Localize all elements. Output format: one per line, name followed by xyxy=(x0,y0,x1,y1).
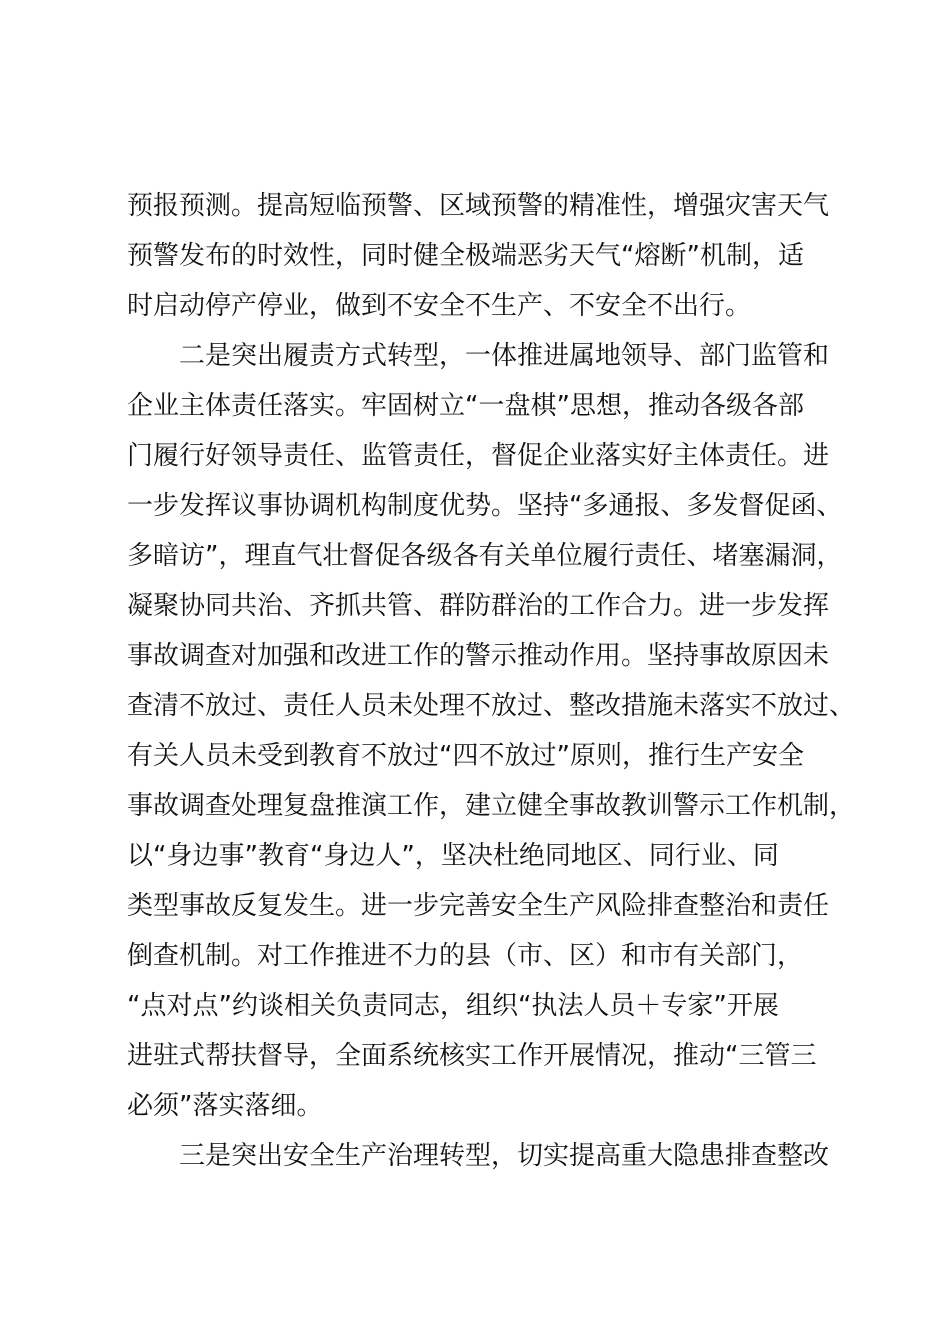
text-line: 事故调查处理复盘推演工作，建立健全事故教训警示工作机制， xyxy=(127,791,856,821)
text-line: 进驻式帮扶督导，全面系统核实工作开展情况，推动“三管三 xyxy=(127,1041,817,1071)
text-line: 以“身边事”教育“身边人”，坚决杜绝同地区、同行业、同 xyxy=(127,841,779,871)
text-line: 多暗访”，理直气壮督促各级各有关单位履行责任、堵塞漏洞， xyxy=(127,541,843,571)
text-line: 事故调查对加强和改进工作的警示推动作用。坚持事故原因未 xyxy=(127,641,830,671)
text-line: 类型事故反复发生。进一步完善安全生产风险排查整治和责任 xyxy=(127,891,830,921)
text-line: 时启动停产停业，做到不安全不生产、不安全不出行。 xyxy=(127,291,752,321)
text-line: 三是突出安全生产治理转型，切实提高重大隐患排查整改 xyxy=(127,1141,830,1171)
text-line: 倒查机制。对工作推进不力的县（市、区）和市有关部门， xyxy=(127,941,804,971)
text-line: 一步发挥议事协调机构制度优势。坚持“多通报、多发督促函、 xyxy=(127,491,843,521)
text-line: 查清不放过、责任人员未处理不放过、整改措施未落实不放过、 xyxy=(127,691,856,721)
text-line: 二是突出履责方式转型，一体推进属地领导、部门监管和 xyxy=(127,341,830,371)
text-line: 有关人员未受到教育不放过“四不放过”原则，推行生产安全 xyxy=(127,741,804,771)
text-line: “点对点”约谈相关负责同志，组织“执法人员＋专家”开展 xyxy=(127,991,779,1021)
text-line: 门履行好领导责任、监管责任，督促企业落实好主体责任。进 xyxy=(127,441,830,471)
text-line: 预报预测。提高短临预警、区域预警的精准性，增强灾害天气 xyxy=(127,191,830,221)
text-line: 企业主体责任落实。牢固树立“一盘棋”思想，推动各级各部 xyxy=(127,391,804,421)
text-line: 预警发布的时效性，同时健全极端恶劣天气“熔断”机制，适 xyxy=(127,241,804,271)
text-line: 必须”落实落细。 xyxy=(127,1091,323,1121)
text-line: 凝聚协同共治、齐抓共管、群防群治的工作合力。进一步发挥 xyxy=(127,591,830,621)
